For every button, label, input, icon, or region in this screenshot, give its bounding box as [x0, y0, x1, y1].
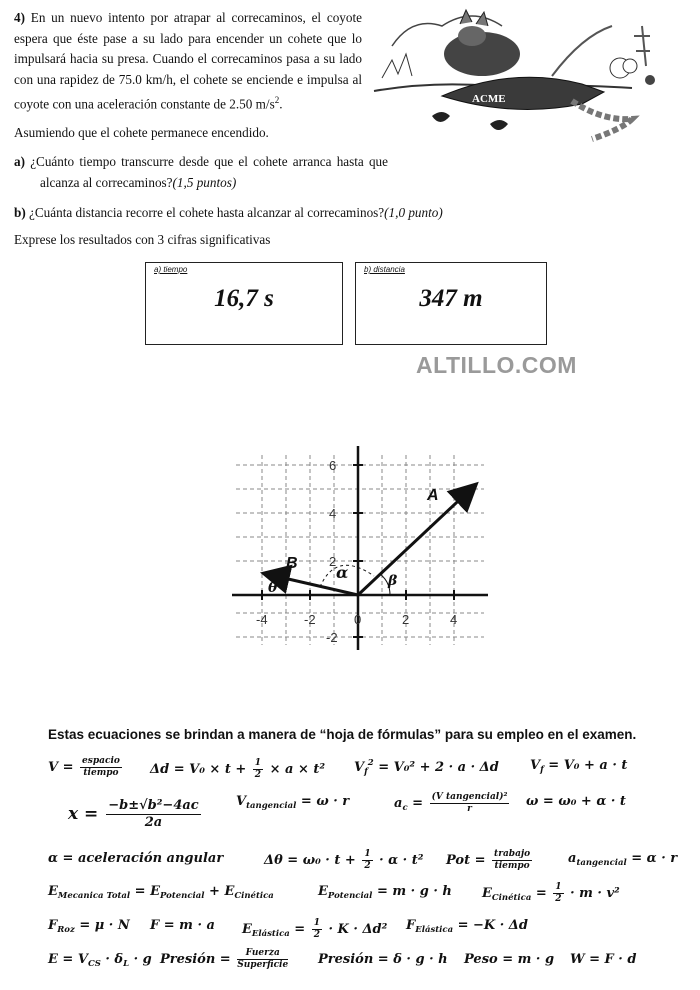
answer-value-distance: 347 m [419, 285, 483, 312]
formula-alpha-def: α = aceleración angular [48, 851, 224, 866]
formula-quadratic: x = $\frac{\text{−b±√b²−4ac}}{2a}$ [68, 798, 199, 830]
x-tick-label: -4 [256, 612, 268, 627]
formula-pressure-force: Presión = $\frac{\text{Fuerza}}{\text{Superficie}}$ [160, 948, 289, 970]
formula-delta-theta: Δθ = ω₀ · t + $\frac{1}{2}$ · α · t² [264, 849, 424, 871]
question-a-text: ¿Cuánto tiempo transcurre desde que el cohete arranca hasta que alcanza al correcaminos? [30, 154, 389, 190]
question-a-points: (1,5 puntos) [172, 174, 237, 190]
period: . [279, 96, 283, 112]
angle-alpha-label: α [336, 563, 349, 582]
formula-vf: $V_f = V_0 + a \cdot t$ [530, 758, 628, 775]
answer-box-time [145, 262, 343, 345]
formula-vf-squared: $V_f^2 = V_0^2 + 2 \cdot a \cdot \Delta d$ [354, 758, 499, 777]
formula-speed: V = $\frac{\text{espacio}}{\text{tiempo}}$ [48, 756, 120, 778]
x-tick-label: -2 [304, 612, 316, 627]
instruction: Exprese los resultados con 3 cifras significativas [14, 232, 271, 247]
formula-pressure-fluid: Presión = δ · g · h [318, 952, 448, 967]
y-tick-label: 6 [329, 458, 337, 473]
y-tick-label: -2 [326, 630, 338, 645]
watermark: ALTILLO.COM [416, 352, 577, 378]
vector-b-label: B [286, 555, 298, 572]
answer-label-time: a) tiempo [154, 265, 188, 274]
coyote-rocket-illustration [372, 6, 686, 151]
formula-power: Pot = $\frac{\text{trabajo}}{\text{tiempo}}$ [446, 849, 531, 871]
assumption: Asumiendo que el cohete permanece encendido. [14, 124, 269, 140]
formula-omega: ω = ω₀ + α · t [526, 794, 626, 809]
question-b-text: ¿Cuánta distancia recorre el cohete hasta alcanzar al correcaminos? [29, 205, 385, 220]
vector-diagram [224, 440, 494, 655]
formula-mechanical-energy: $E_{Mecanica Total} = E_{Potencial} + E_{Cinética}$ [48, 884, 274, 901]
question-a [14, 152, 388, 193]
formula-a-tangential: $a_{tangencial} = \alpha \cdot r$ [568, 851, 678, 868]
angle-theta-label: θ [268, 580, 278, 596]
formula-elastic-energy: $E_{Elástica}$ = $\frac{1}{2}$ · K · Δd² [242, 918, 388, 940]
question-b-points: (1,0 punto) [384, 205, 443, 220]
question-a-label: a) [14, 154, 25, 170]
formula-row-6 [48, 946, 688, 986]
formula-row-1 [48, 752, 688, 782]
angle-beta-label: β [388, 573, 398, 589]
problem-intro: En un nuevo intento por atrapar al correcaminos, el coyote espera que éste pase a su lado para encender un cohete que lo impulsará hacia su presa. Cuando el correcaminos pasa a su lado con una rapidez de 75.0 km/h, el cohete se enciende e impulsa al coyote con una aceleración constante de 2.50 m/s [14, 10, 362, 112]
formula-centripetal: $a_c$ = $\frac{\text{(V tangencial)²}}{r}$ [394, 792, 508, 814]
formula-row-4 [48, 880, 688, 910]
vector-a-label: A [427, 487, 439, 504]
answer-label-distance: b) distancia [364, 265, 405, 274]
exponent: 2 [274, 95, 280, 105]
problem-number: 4) [14, 10, 25, 25]
formula-work: W = F · d [570, 952, 637, 967]
svg-text:ACME: ACME [472, 93, 506, 105]
formula-row-2 [48, 790, 688, 840]
formula-kinetic-energy: $E_{Cinética}$ = $\frac{1}{2}$ · m · v² [482, 882, 620, 904]
x-tick-label: 4 [450, 612, 458, 627]
y-tick-label: 4 [329, 506, 337, 521]
answer-box-distance [355, 262, 547, 345]
formula-displacement: Δd = V₀ × t + $\frac{1}{2}$ × a × t² [150, 758, 326, 780]
y-tick-label: 2 [329, 554, 337, 569]
problem-statement [14, 8, 389, 193]
formula-heading: Estas ecuaciones se brindan a manera de “hoja de fórmulas” para su empleo en el examen. [48, 727, 637, 742]
formula-row-5 [48, 914, 688, 944]
x-tick-label: 0 [354, 612, 362, 627]
question-b [14, 203, 694, 249]
formula-weight: Peso = m · g [464, 952, 555, 967]
formula-friction: $F_{Roz} = \mu \cdot N$ [48, 918, 130, 935]
vector-a [358, 486, 474, 595]
formula-v-tangential: $V_{tangencial} = \omega \cdot r$ [236, 794, 350, 811]
formula-e-vcs: $E = V_{CS} \cdot \delta_L \cdot g$ [48, 952, 152, 969]
formula-potential-energy: $E_{Potencial} = m \cdot g \cdot h$ [318, 884, 452, 901]
answer-value-time: 16,7 s [214, 285, 274, 312]
formula-elastic-force: $F_{Elástica} = -K \cdot \Delta d$ [406, 918, 528, 935]
question-b-label: b) [14, 205, 26, 220]
formula-row-3 [48, 845, 688, 875]
x-tick-label: 2 [402, 612, 410, 627]
formula-newton: F = m · a [150, 918, 215, 933]
